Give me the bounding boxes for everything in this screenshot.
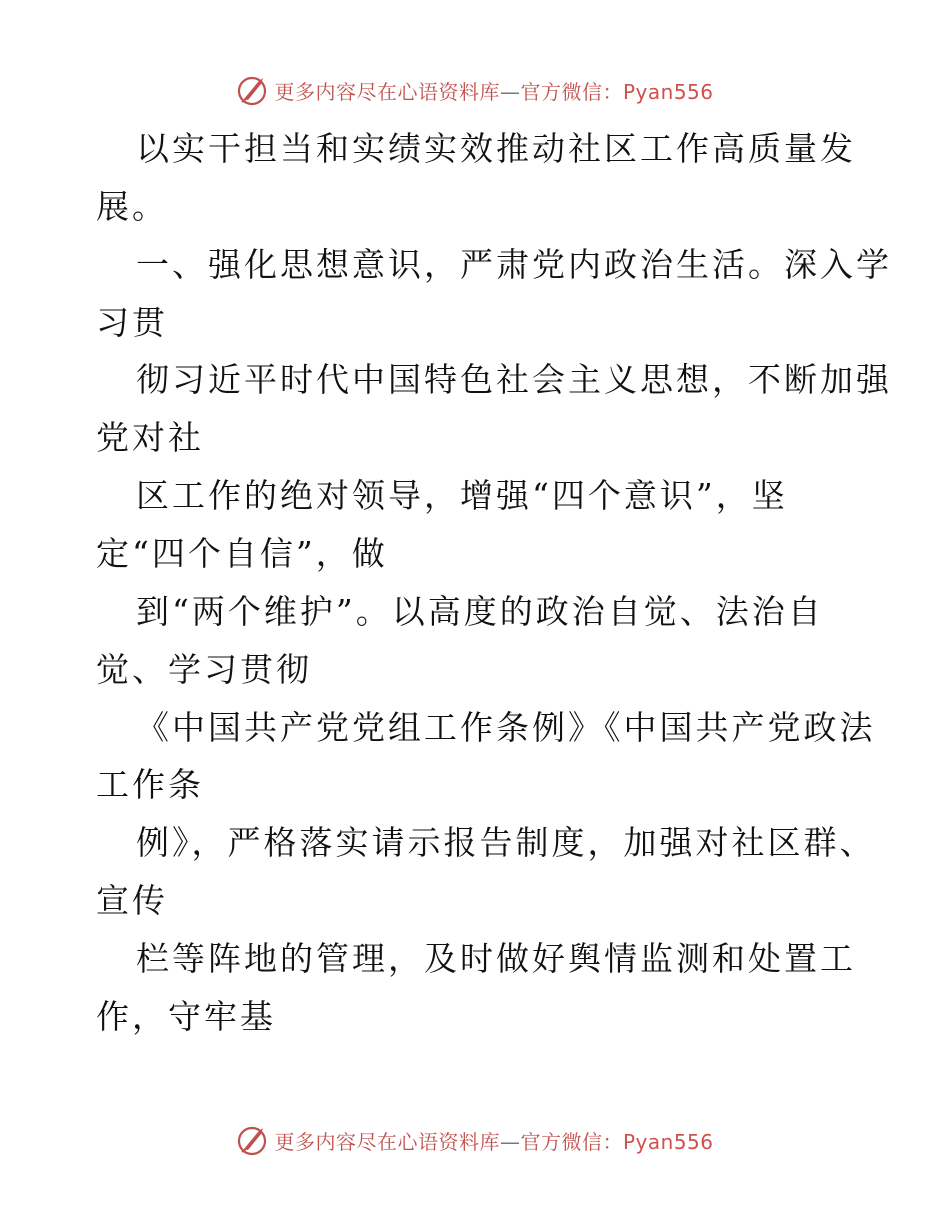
text-line: 《中国共产党党组工作条例》《中国共产党政法 xyxy=(136,708,876,747)
text-line: 定“四个自信”，做 xyxy=(96,534,388,573)
text-line: 工作条 xyxy=(96,765,204,804)
text-line: 作，守牢基 xyxy=(96,997,276,1036)
text-line: 习贯 xyxy=(96,303,168,342)
header-watermark xyxy=(0,70,950,110)
text-line: 宣传 xyxy=(96,881,168,920)
text-line: 以实干担当和实绩实效推动社区工作高质量发 xyxy=(136,129,856,168)
watermark-text: 更多内容尽在心语资料库—官方微信：Pyan556 xyxy=(274,79,714,104)
text-line: 觉、学习贯彻 xyxy=(96,650,312,689)
text-line: 党对社 xyxy=(96,418,204,457)
text-line: 到“两个维护”。以高度的政治自觉、法治自 xyxy=(136,592,824,631)
quill-pen-logo-icon xyxy=(236,73,270,107)
text-line: 区工作的绝对领导，增强“四个意识”，坚 xyxy=(136,476,788,515)
footer-watermark xyxy=(0,1120,950,1160)
quill-pen-logo-icon xyxy=(236,1123,270,1157)
text-line: 彻习近平时代中国特色社会主义思想，不断加强 xyxy=(136,360,892,399)
text-line: 栏等阵地的管理，及时做好舆情监测和处置工 xyxy=(136,939,856,978)
text-line: 一、强化思想意识，严肃党内政治生活。深入学 xyxy=(136,245,892,284)
watermark-text: 更多内容尽在心语资料库—官方微信：Pyan556 xyxy=(274,1129,714,1154)
text-line: 例》，严格落实请示报告制度，加强对社区群、 xyxy=(136,823,876,862)
text-line: 展。 xyxy=(96,187,168,226)
